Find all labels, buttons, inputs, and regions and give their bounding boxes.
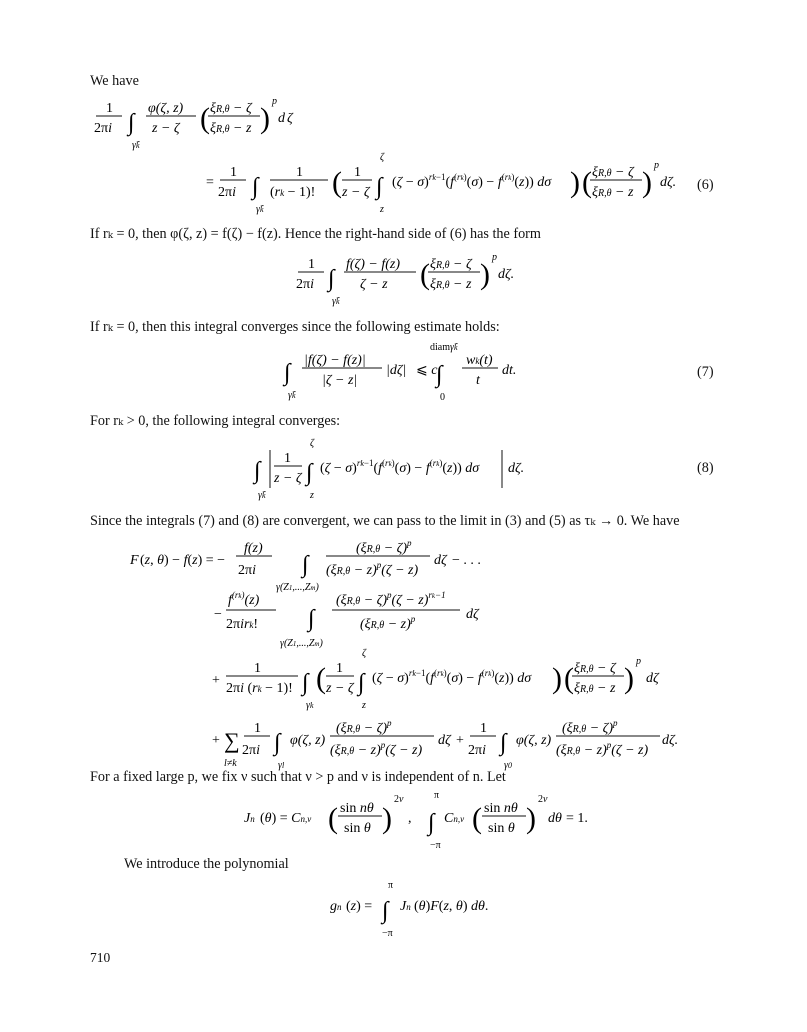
svg-text:∑: ∑ <box>224 728 240 753</box>
svg-text:γk: γk <box>306 700 314 711</box>
svg-text:(z) =: (z) = <box>346 899 373 914</box>
page-number: 710 <box>90 950 111 965</box>
svg-text:1: 1 <box>480 721 487 736</box>
svg-text:ξR,θ − ζ: ξR,θ − ζ <box>574 661 616 676</box>
equation-8 <box>254 436 574 506</box>
svg-text:): ) <box>570 166 580 199</box>
svg-text:γ̃k: γ̃k <box>258 490 266 501</box>
svg-text:γ̃k: γ̃k <box>332 296 340 307</box>
svg-text:(ξR,θ − z)p(ζ − z): $(\xi R,\theta - z)^p(\zeta - z)$ <box>326 560 419 578</box>
svg-text:⩽ c: ⩽ c <box>416 363 438 378</box>
svg-text:φ(ζ, z): φ(ζ, z) <box>148 101 184 116</box>
svg-text:∫: ∫ <box>436 362 443 388</box>
svg-text:z − ζ: z − ζ <box>326 681 354 696</box>
svg-text:2πi (rk − 1)!: 2πi (rk − 1)! <box>226 681 293 696</box>
svg-text:1: 1 <box>230 165 237 180</box>
svg-text:γ̃k: γ̃k <box>288 390 296 401</box>
svg-text:2πi: 2πi <box>242 743 260 758</box>
svg-text:(: ( <box>420 258 430 291</box>
svg-text:z: z <box>310 490 314 501</box>
svg-text:−π: −π <box>382 928 393 939</box>
svg-text:dt.: dt. <box>502 363 517 378</box>
svg-text:ξR,θ − ζ: ξR,θ − ζ <box>430 257 472 272</box>
equation-6 <box>196 148 700 220</box>
text-since-integrals: Since the integrals (7) and (8) are convergent, we can pass to the limit in (3) and (5) as τₖ → 0. We have <box>90 513 680 529</box>
svg-text:π: π <box>388 880 394 891</box>
svg-text:ξR,θ − z: ξR,θ − z <box>430 277 472 292</box>
svg-text:dζ.: dζ. <box>660 175 677 190</box>
svg-text:p: p <box>636 656 641 667</box>
svg-text:1: 1 <box>296 165 303 180</box>
svg-text:φ(ζ, z): φ(ζ, z) <box>290 733 326 748</box>
svg-text:p: p <box>272 96 277 107</box>
svg-text:): ) <box>552 662 562 695</box>
equation-f-line-1 <box>130 534 550 592</box>
svg-text:p: p <box>654 160 659 171</box>
svg-text:(rk − 1)!: (rk − 1)! <box>270 185 316 200</box>
svg-text:ξR,θ − z: ξR,θ − z <box>210 121 252 136</box>
text-fixed-large-p: For a fixed large p, we fix ν such that ν > p and ν is independent of n. Let <box>90 769 506 785</box>
svg-text:γl: γl <box>278 760 285 771</box>
equation-a-lhs <box>92 92 312 150</box>
svg-text:1: 1 <box>106 101 113 116</box>
svg-text:): ) <box>382 802 392 835</box>
svg-text:∫: ∫ <box>302 670 309 696</box>
svg-text:2πi: 2πi <box>468 743 486 758</box>
svg-text:(θ)F(z, θ) dθ.: (θ)F(z, θ) dθ. <box>414 899 489 914</box>
svg-text:2ν: 2ν <box>394 794 404 805</box>
equation-f-line-4 <box>212 714 682 774</box>
svg-text:|dζ|: |dζ| <box>386 363 407 378</box>
svg-text:(ξR,θ − ζ)p(ζ − z)rk−1: $(\xi R,\theta - \zeta)^p(\zeta - z)^rk-1$ <box>336 590 446 608</box>
svg-text:f(rk)(z): $f^{(rk)}(z)$ <box>228 590 260 608</box>
svg-text:2πirk!: 2πirk! <box>226 617 259 632</box>
svg-text:sin θ: sin θ <box>344 821 371 836</box>
svg-text:∫: ∫ <box>284 360 291 386</box>
svg-text:(ζ − σ)rk−1(f(rk)(σ) − f(rk)(z: $(\zeta - \sigma)^rk-1(f^{(rk)}(\sigma) - f^{(rk)}(z))$ dσ <box>392 172 552 190</box>
svg-text:∫: ∫ <box>358 670 365 696</box>
svg-text:γ̃k: γ̃k <box>256 204 264 215</box>
svg-text:): ) <box>526 802 536 835</box>
svg-text:γ̃k: γ̃k <box>132 140 140 151</box>
svg-text:(ζ − σ)rk−1(f(rk)(σ) − f(rk)(z: $(\zeta - \sigma)^rk-1(f^{(rk)}(\sigma) - f^{(rk)}(z))$ dσ <box>320 458 480 476</box>
equation-j <box>244 788 588 854</box>
svg-text:∫: ∫ <box>328 266 335 292</box>
svg-text:(: ( <box>200 102 210 135</box>
svg-text:f(ζ) − f(z): f(ζ) − f(z) <box>346 257 400 272</box>
svg-text:ξR,θ − ζ: ξR,θ − ζ <box>210 101 252 116</box>
svg-text:F: F <box>130 553 139 568</box>
svg-text:(: ( <box>332 166 342 199</box>
svg-text:dζ: dζ <box>438 733 451 748</box>
svg-text:ζ: ζ <box>287 111 293 126</box>
equation-f-line-2 <box>214 588 534 648</box>
svg-text:γ0: γ0 <box>504 760 512 771</box>
svg-text:φ(ζ, z): φ(ζ, z) <box>516 733 552 748</box>
svg-text:− . . .: − . . . <box>452 553 481 568</box>
svg-text:+: + <box>456 733 464 748</box>
svg-text:2πi: 2πi <box>296 277 314 292</box>
svg-text:ζ: ζ <box>380 152 385 163</box>
svg-text:(ξR,θ − ζ)p: $(\xi R,\theta - \zeta)^p$ <box>336 718 392 736</box>
eq-a-source <box>0 0 1 1</box>
svg-text:∫: ∫ <box>308 606 315 632</box>
svg-text:p: p <box>492 252 497 263</box>
svg-text:t: t <box>476 373 480 388</box>
svg-text:diamγ̃k: diamγ̃k <box>430 342 458 353</box>
equation-number-8: (8) <box>697 460 714 476</box>
svg-text:): ) <box>260 102 270 135</box>
svg-text:dθ: dθ <box>548 811 562 826</box>
svg-text:∫: ∫ <box>382 898 389 924</box>
svg-text:|ζ − z|: |ζ − z| <box>322 373 358 388</box>
svg-text:dζ: dζ <box>466 607 479 622</box>
svg-text:ζ − z: ζ − z <box>360 277 388 292</box>
svg-text:1: 1 <box>254 721 261 736</box>
svg-text:+: + <box>212 733 220 748</box>
svg-text:2πi: 2πi <box>218 185 236 200</box>
svg-text:sin nθ: sin nθ <box>484 801 518 816</box>
svg-text:z − ζ: z − ζ <box>152 121 180 136</box>
svg-text:dζ.: dζ. <box>508 461 525 476</box>
svg-text:+: + <box>212 673 220 688</box>
svg-text:(ξR,θ − z)p(ζ − z): $(\xi R,\theta - z)^p(\zeta - z)$ <box>556 740 649 758</box>
svg-text:|f(ζ) − f(z)|: |f(ζ) − f(z)| <box>304 353 366 368</box>
equation-g <box>330 878 520 938</box>
text-we-have: We have <box>90 73 139 89</box>
svg-text:Cn,ν: Cn,ν <box>444 811 465 826</box>
svg-text:z: z <box>362 700 366 711</box>
svg-text:γ(Z1,...,Zm): γ(Z1,...,Zm) <box>276 582 319 593</box>
svg-text:(: ( <box>328 802 338 835</box>
svg-text:2πi: 2πi <box>94 121 112 136</box>
svg-text:1: 1 <box>284 451 291 466</box>
svg-text:−: − <box>214 607 222 622</box>
svg-text:1: 1 <box>254 661 261 676</box>
svg-text:= 1.: = 1. <box>566 811 588 826</box>
svg-text:(: ( <box>582 166 592 199</box>
svg-text:(ξR,θ − ζ)p: $(\xi R,\theta - \zeta)^p$ <box>356 538 412 556</box>
svg-text:−π: −π <box>430 840 441 851</box>
svg-text:0: 0 <box>440 392 445 403</box>
svg-text:(: ( <box>316 662 326 695</box>
svg-text:): ) <box>480 258 490 291</box>
svg-text:l≠k: l≠k <box>224 758 237 769</box>
equation-form <box>296 248 536 306</box>
svg-text:ξR,θ − ζ: ξR,θ − ζ <box>592 165 634 180</box>
svg-text:dζ.: dζ. <box>662 733 679 748</box>
svg-text:∫: ∫ <box>128 110 135 136</box>
svg-text:1: 1 <box>336 661 343 676</box>
svg-text:∫: ∫ <box>254 458 261 484</box>
svg-text:∫: ∫ <box>274 730 281 756</box>
svg-text:sin nθ: sin nθ <box>340 801 374 816</box>
equation-number-7: (7) <box>697 364 714 380</box>
svg-text:∫: ∫ <box>302 552 309 578</box>
svg-text:=: = <box>206 175 214 190</box>
svg-text:ζ: ζ <box>362 648 367 659</box>
svg-text:1: 1 <box>354 165 361 180</box>
svg-text:Jn: Jn <box>244 811 255 826</box>
equation-7 <box>284 338 534 408</box>
svg-text:2πi: 2πi <box>238 563 256 578</box>
equation-number-6: (6) <box>697 177 714 193</box>
text-rk-positive: For rₖ > 0, the following integral converges: <box>90 413 341 429</box>
svg-text:∫: ∫ <box>500 730 507 756</box>
svg-text:gn: gn <box>330 899 342 914</box>
text-introduce-polynomial: We introduce the polynomial <box>124 856 289 872</box>
svg-text:(: ( <box>472 802 482 835</box>
text-if-rk-zero-converges: If rₖ = 0, then this integral converges since the following estimate holds: <box>90 319 500 335</box>
svg-text:): ) <box>624 662 634 695</box>
svg-text:(z, θ) − f(z) = −: (z, θ) − f(z) = − <box>140 553 226 568</box>
svg-text:∫: ∫ <box>252 174 259 200</box>
svg-text:,: , <box>408 811 412 826</box>
svg-text:(θ) = Cn,ν: (θ) = Cn,ν <box>260 811 312 826</box>
svg-text:ξR,θ − z: ξR,θ − z <box>574 681 616 696</box>
svg-text:∫: ∫ <box>306 460 313 486</box>
svg-text:π: π <box>434 790 440 801</box>
svg-text:f(z): f(z) <box>244 541 263 556</box>
svg-text:z − ζ: z − ζ <box>274 471 302 486</box>
svg-text:ζ: ζ <box>310 438 315 449</box>
svg-text:dζ.: dζ. <box>498 267 515 282</box>
svg-text:(ξR,θ − ζ)p: $(\xi R,\theta - \zeta)^p$ <box>562 718 618 736</box>
svg-text:∫: ∫ <box>428 810 435 836</box>
svg-text:γ(Z1,...,Zm): γ(Z1,...,Zm) <box>280 638 323 649</box>
svg-text:dζ: dζ <box>434 553 447 568</box>
svg-text:(ζ − σ)rk−1(f(rk)(σ) − f(rk)(z: $(\zeta - \sigma)^rk-1(f^{(rk)}(\sigma) - f^{(rk)}(z))$ dσ <box>372 668 532 686</box>
svg-text:sin θ: sin θ <box>488 821 515 836</box>
svg-text:d: d <box>278 111 285 126</box>
svg-text:dζ: dζ <box>646 671 659 686</box>
svg-text:∫: ∫ <box>376 174 383 200</box>
svg-text:ξR,θ − z: ξR,θ − z <box>592 185 634 200</box>
svg-text:z: z <box>380 204 384 215</box>
svg-text:(ξR,θ − z)p(ζ − z): $(\xi R,\theta - z)^p(\zeta - z)$ <box>330 740 423 758</box>
svg-text:wk(t): wk(t) <box>466 353 493 368</box>
svg-text:2ν: 2ν <box>538 794 548 805</box>
svg-text:): ) <box>642 166 652 199</box>
svg-text:Jn: Jn <box>400 899 411 914</box>
equation-f-line-3 <box>212 646 692 716</box>
svg-text:z − ζ: z − ζ <box>342 185 370 200</box>
svg-text:1: 1 <box>308 257 315 272</box>
text-if-rk-zero-phi: If rₖ = 0, then φ(ζ, z) = f(ζ) − f(z). Hence the right-hand side of (6) has the form <box>90 226 541 242</box>
svg-text:(ξR,θ − z)p: $(\xi R,\theta - z)^p$ <box>360 614 416 632</box>
svg-text:(: ( <box>564 662 574 695</box>
